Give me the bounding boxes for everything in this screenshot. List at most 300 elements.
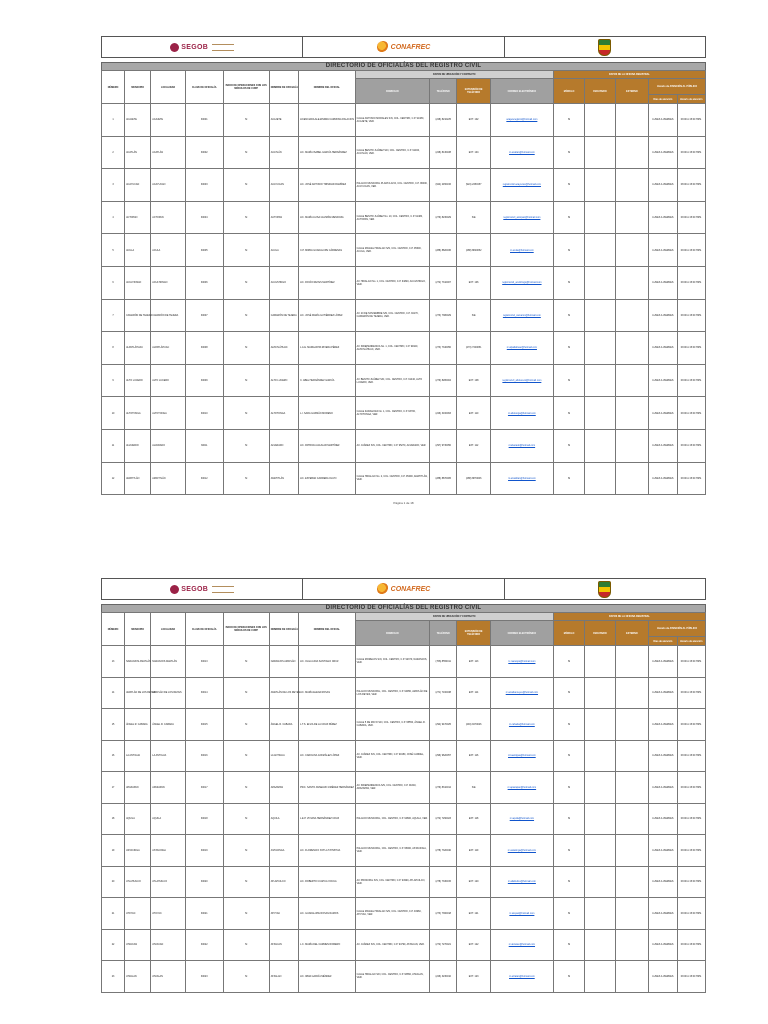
cell-dias: LUNES A VIERNES <box>649 201 677 234</box>
cell-domicilio: CALLE HIDALGO S/N, COL. CENTRO, C.P. 93650, ATZALAN, VER. <box>355 961 429 993</box>
cell-municipio: ATZACAN <box>125 929 151 961</box>
cell-telefono2: EXT. 120 <box>457 866 491 898</box>
cell-fedatario <box>585 772 615 804</box>
cell-municipio: ACULTZINGO <box>125 266 151 299</box>
header-correo: CORREO ELECTRÓNICO <box>490 79 553 104</box>
cell-correo[interactable]: registrocivil_altolucero@hotmail.com <box>490 364 553 397</box>
cell-localidad: ACULA <box>151 234 186 267</box>
cell-telefono2: EXT. 123 <box>457 961 491 993</box>
cell-fedatario <box>585 397 615 430</box>
cell-localidad: ATZALAN <box>151 961 186 993</box>
cell-externo <box>615 299 649 332</box>
header-municipio: MUNICIPIO <box>125 613 151 646</box>
header-modulo: MÓDULO <box>553 621 584 646</box>
cell-horario: 09:00 A 15:00 HRS. <box>677 961 705 993</box>
cell-numero: 23 <box>102 961 125 993</box>
header-correo: CORREO ELECTRÓNICO <box>490 621 553 646</box>
cell-numero: 2 <box>102 136 125 169</box>
cell-fedatario <box>585 299 615 332</box>
cell-correo[interactable]: rc.atlahuilco@hotmail.com <box>490 866 553 898</box>
table-row <box>102 104 706 137</box>
cell-domicilio: CALLE MIGUEL HIDALGO S/N, COL. CENTRO, C.P. 95600, ACULA, VER. <box>355 234 429 267</box>
cell-nombre-oficialia: ACATLÁN <box>269 136 298 169</box>
cell-fedatario <box>585 332 615 365</box>
cell-dias: LUNES A VIERNES <box>649 709 677 741</box>
header-dias: Días de atención <box>649 637 677 646</box>
cell-municipio: ACULA <box>125 234 151 267</box>
cell-telefono2: EXT. 108 <box>457 364 491 397</box>
cell-dias: LUNES A VIERNES <box>649 961 677 993</box>
header-hours-group: Horario de ATENCIÓN AL PÚBLICO <box>649 621 706 637</box>
cell-municipio: ALPATLÁHUAC <box>125 332 151 365</box>
cell-dias: LUNES A VIERNES <box>649 803 677 835</box>
cell-inicio: SI <box>223 961 269 993</box>
cell-horario: 09:00 A 15:00 HRS. <box>677 462 705 495</box>
cell-nombre-oficial: LIC. ROCÍO REYES MARTÍNEZ <box>299 266 356 299</box>
cell-correo[interactable]: registrocivil.acayucan@hotmail.com <box>490 169 553 202</box>
cell-localidad: AMATITLÁN <box>151 462 186 495</box>
cell-correo[interactable]: rc.atoyac@hotmail.com <box>490 898 553 930</box>
cell-nombre-oficialia: APAZAPAN <box>269 772 298 804</box>
cell-telefono: (279) 8310012 <box>430 772 457 804</box>
cell-externo <box>615 961 649 993</box>
cell-nombre-oficial: LIC. PATRICIA AGUILAR MARTÍNEZ <box>299 429 356 462</box>
cell-municipio: ACAJETE <box>125 104 151 137</box>
cell-dias: LUNES A VIERNES <box>649 429 677 462</box>
cell-telefono2: EXT. 104 <box>457 136 491 169</box>
header-horario: Horario de atención <box>677 95 705 104</box>
header-localidad: LOCALIDAD <box>151 71 186 104</box>
cell-numero: 20 <box>102 866 125 898</box>
cell-fedatario <box>585 429 615 462</box>
cell-modulo: SI <box>553 364 584 397</box>
conafrec-logo-cell <box>303 579 504 599</box>
table-row <box>102 929 706 961</box>
cell-clave: 30003 <box>185 169 223 202</box>
cell-localidad: ATLAHUILCO <box>151 866 186 898</box>
cell-telefono: (768) 8550011 <box>430 646 457 678</box>
cell-horario: 09:00 A 15:00 HRS. <box>677 299 705 332</box>
header-domicilio: DOMICILIO <box>355 79 429 104</box>
cell-telefono: (294) 9470025 <box>430 709 457 741</box>
cell-nombre-oficialia: ACAJETE <box>269 104 298 137</box>
cell-telefono2: S/E <box>457 299 491 332</box>
cell-telefono: (288) 8870005 <box>430 462 457 495</box>
cell-dias: LUNES A VIERNES <box>649 898 677 930</box>
cell-municipio: ASTACINGA <box>125 835 151 867</box>
cell-telefono2: (273) 7340051 <box>457 332 491 365</box>
cell-clave: 30011 <box>185 429 223 462</box>
cell-inicio: SI <box>223 646 269 678</box>
cell-dias: LUNES A VIERNES <box>649 929 677 961</box>
cell-inicio: SI <box>223 677 269 709</box>
segob-logo-cell <box>102 37 303 57</box>
cell-correo[interactable]: rc.naranjos@hotmail.com <box>490 646 553 678</box>
header-clave: CLAVE DE OFICIALÍA <box>185 71 223 104</box>
cell-clave: 30009 <box>185 364 223 397</box>
table-row <box>102 169 706 202</box>
table-row <box>102 803 706 835</box>
cell-fedatario <box>585 961 615 993</box>
cell-localidad: AQUILA <box>151 803 186 835</box>
cell-horario: 09:00 A 15:00 HRS. <box>677 803 705 835</box>
cell-correo[interactable]: rc.acula@hotmail.com <box>490 234 553 267</box>
cell-correo[interactable]: registrocivil_camaron@hotmail.com <box>490 299 553 332</box>
cell-correo[interactable]: rc.amatlanreyes@hotmail.com <box>490 677 553 709</box>
oficialias-table <box>101 612 706 993</box>
header-domicilio: DOMICILIO <box>355 621 429 646</box>
cell-localidad: ALVARADO <box>151 429 186 462</box>
cell-clave: 30008 <box>185 332 223 365</box>
cell-horario: 09:00 A 15:00 HRS. <box>677 866 705 898</box>
cell-nombre-oficialia: ASTACINGA <box>269 835 298 867</box>
cell-horario: 09:00 A 15:00 HRS. <box>677 740 705 772</box>
cell-numero: 13 <box>102 646 125 678</box>
cell-correo[interactable]: rc.alpatlahuac@hotmail.com <box>490 332 553 365</box>
cell-numero: 10 <box>102 397 125 430</box>
cell-nombre-oficial: LIC. MARÍA ISABEL GARCÍA HERNÁNDEZ <box>299 136 356 169</box>
oficialias-table <box>101 70 706 495</box>
segob-subtitle-mark <box>212 586 234 593</box>
cell-dias: LUNES A VIERNES <box>649 364 677 397</box>
cell-horario: 09:00 A 15:00 HRS. <box>677 677 705 709</box>
table-body-page-2 <box>102 646 706 993</box>
cell-domicilio: AV. BENITO JUÁREZ S/N, COL. CENTRO, C.P. 91440, ALTO LUCERO, VER. <box>355 364 429 397</box>
cell-horario: 09:00 A 15:00 HRS. <box>677 201 705 234</box>
cell-inicio: SI <box>223 709 269 741</box>
cell-horario: 09:00 A 15:00 HRS. <box>677 397 705 430</box>
cell-clave: 30010 <box>185 397 223 430</box>
cell-telefono: (273) 7360018 <box>430 898 457 930</box>
cell-horario: 09:00 A 15:00 HRS. <box>677 234 705 267</box>
cell-telefono: (278) 7330015 <box>430 866 457 898</box>
cell-nombre-oficialia: ÁNGEL R. CABADA <box>269 709 298 741</box>
cell-externo <box>615 169 649 202</box>
cell-domicilio: CALLE MORELOS S/N, COL. CENTRO, C.P. 92370, NARANJOS, VER. <box>355 646 429 678</box>
cell-horario: 09:00 A 15:00 HRS. <box>677 266 705 299</box>
cell-nombre-oficialia: ACAYUCAN <box>269 169 298 202</box>
cell-nombre-oficial: LIC. MARÍA LUISA GUZMÁN MENDOZA <box>299 201 356 234</box>
cell-nombre-oficialia: ATZALAN <box>269 961 298 993</box>
cell-modulo: SI <box>553 429 584 462</box>
cell-municipio: ATOYAC <box>125 898 151 930</box>
header-clave: CLAVE DE OFICIALÍA <box>185 613 223 646</box>
table-row <box>102 462 706 495</box>
cell-nombre-oficialia: ALVARADO <box>269 429 298 462</box>
table-row <box>102 201 706 234</box>
cell-dias: LUNES A VIERNES <box>649 866 677 898</box>
directory-page-1 <box>101 36 706 505</box>
logo-header <box>101 36 706 58</box>
cell-clave: 30016 <box>185 740 223 772</box>
cell-domicilio: CALLE ZARAGOZA No. 1, COL. CENTRO, C.P. 93700, ALTOTONGA, VER. <box>355 397 429 430</box>
cell-externo <box>615 397 649 430</box>
table-row <box>102 397 706 430</box>
cell-dias: LUNES A VIERNES <box>649 104 677 137</box>
cell-nombre-oficialia: ACULA <box>269 234 298 267</box>
cell-inicio: SI <box>223 740 269 772</box>
cell-telefono2: S/E <box>457 772 491 804</box>
cell-correo[interactable]: rc.altotonga@hotmail.com <box>490 397 553 430</box>
table-body-page-1 <box>102 104 706 495</box>
cell-numero: 17 <box>102 772 125 804</box>
cell-correo[interactable]: rc.atzacan@hotmail.com <box>490 929 553 961</box>
veracruz-shield-icon <box>598 581 611 598</box>
header-group-contact: DATOS DE UBICACIÓN Y CONTACTO <box>355 71 553 79</box>
cell-fedatario <box>585 709 615 741</box>
cell-inicio: SI <box>223 835 269 867</box>
cell-correo[interactable]: rc.aquila@hotmail.com <box>490 803 553 835</box>
cell-modulo: SI <box>553 961 584 993</box>
header-numero: NÚMERO <box>102 71 125 104</box>
cell-correo[interactable]: rc.cabada@hotmail.com <box>490 709 553 741</box>
cell-nombre-oficial: LIC. OLGA LIDIA SANTIAGO CRUZ <box>299 646 356 678</box>
cell-clave: 30002 <box>185 136 223 169</box>
cell-inicio: SI <box>223 169 269 202</box>
cell-telefono: (228) 8130188 <box>430 136 457 169</box>
cell-nombre-oficial: LIC. GUADALUPE ROSAS RAMOS <box>299 898 356 930</box>
cell-numero: 3 <box>102 169 125 202</box>
cell-telefono2: EXT. 102 <box>457 104 491 137</box>
cell-externo <box>615 332 649 365</box>
cell-dias: LUNES A VIERNES <box>649 740 677 772</box>
cell-numero: 4 <box>102 201 125 234</box>
cell-numero: 22 <box>102 929 125 961</box>
cell-nombre-oficial: L.E.P. VIVIANA HERNÁNDEZ CRUZ <box>299 803 356 835</box>
cell-telefono2: EXT. 112 <box>457 429 491 462</box>
cell-externo <box>615 709 649 741</box>
cell-modulo: SI <box>553 803 584 835</box>
cell-localidad: ATZACAN <box>151 929 186 961</box>
cell-externo <box>615 364 649 397</box>
cell-municipio: ACAYUCAN <box>125 169 151 202</box>
cell-numero: 7 <box>102 299 125 332</box>
cell-localidad: ALTO LUCERO <box>151 364 186 397</box>
cell-nombre-oficialia: LA ANTIGUA <box>269 740 298 772</box>
cell-nombre-oficial: LIC. JOSÉ ANTONIO TRINIDAD RAMÍREZ <box>299 169 356 202</box>
cell-externo <box>615 462 649 495</box>
table-row <box>102 961 706 993</box>
cell-localidad: AMATLÁN DE LOS REYES <box>151 677 186 709</box>
cell-domicilio: AV. PRINCIPAL S/N, COL. CENTRO, C.P. 94990, ATLAHUILCO, VER. <box>355 866 429 898</box>
cell-inicio: SI <box>223 201 269 234</box>
cell-modulo: SI <box>553 462 584 495</box>
cell-clave: 30012 <box>185 462 223 495</box>
cell-inicio: SI <box>223 898 269 930</box>
cell-municipio: ÁNGEL R. CABADA <box>125 709 151 741</box>
cell-inicio: SI <box>223 104 269 137</box>
cell-localidad: ÁNGEL R. CABADA <box>151 709 186 741</box>
cell-numero: 14 <box>102 677 125 709</box>
segob-seal-icon <box>170 585 179 594</box>
cell-dias: LUNES A VIERNES <box>649 266 677 299</box>
cell-fedatario <box>585 364 615 397</box>
cell-inicio: SI <box>223 234 269 267</box>
cell-telefono: (226) 3160063 <box>430 397 457 430</box>
header-telefono2: EXTENSIÓN DE TELÉFONO <box>457 79 491 104</box>
cell-municipio: NARANJOS AMATLÁN <box>125 646 151 678</box>
segob-logo-text: SEGOB <box>181 43 209 51</box>
cell-horario: 09:00 A 15:00 HRS. <box>677 929 705 961</box>
cell-nombre-oficial: LIC. FLORENCIO XOTLA TZITZIHUA <box>299 835 356 867</box>
cell-externo <box>615 136 649 169</box>
cell-externo <box>615 740 649 772</box>
cell-nombre-oficial: LIC. MARÍA ELENA ROSAS <box>299 677 356 709</box>
cell-nombre-oficialia: ACTOPAN <box>269 201 298 234</box>
cell-numero: 5 <box>102 234 125 267</box>
cell-correo[interactable]: rc.apazapan@hotmail.com <box>490 772 553 804</box>
cell-dias: LUNES A VIERNES <box>649 835 677 867</box>
cell-telefono: (279) 8230029 <box>430 201 457 234</box>
cell-clave: 30020 <box>185 866 223 898</box>
cell-fedatario <box>585 803 615 835</box>
cell-municipio: AMATLÁN DE LOS REYES <box>125 677 151 709</box>
cell-telefono2: EXT. 121 <box>457 898 491 930</box>
cell-fedatario <box>585 201 615 234</box>
cell-domicilio: AV. JUÁREZ S/N, COL. CENTRO, C.P. 94790, ATZACAN, VER. <box>355 929 429 961</box>
header-group-service: DATOS DE LA OFICINA REGISTRAL <box>553 613 705 621</box>
cell-fedatario <box>585 740 615 772</box>
cell-modulo: SI <box>553 709 584 741</box>
cell-dias: LUNES A VIERNES <box>649 299 677 332</box>
cell-municipio: ATLAHUILCO <box>125 866 151 898</box>
table-row <box>102 299 706 332</box>
cell-localidad: ATOYAC <box>151 898 186 930</box>
header-municipio: MUNICIPIO <box>125 71 151 104</box>
cell-fedatario <box>585 266 615 299</box>
cell-modulo: SI <box>553 772 584 804</box>
cell-municipio: ATZALAN <box>125 961 151 993</box>
cell-externo <box>615 898 649 930</box>
cell-horario: 09:00 A 15:00 HRS. <box>677 104 705 137</box>
cell-domicilio: CALLE BENITO JUÁREZ S/N, COL. CENTRO, C.P. 91460, ACATLÁN, VER. <box>355 136 429 169</box>
cell-horario: 09:00 A 15:00 HRS. <box>677 772 705 804</box>
cell-numero: 1 <box>102 104 125 137</box>
cell-municipio: ALTO LUCERO <box>125 364 151 397</box>
header-modulo: MÓDULO <box>553 79 584 104</box>
cell-correo[interactable]: rc.amatitlan@hotmail.com <box>490 462 553 495</box>
header-hours-group: Horario de ATENCIÓN AL PÚBLICO <box>649 79 706 95</box>
table-row <box>102 364 706 397</box>
cell-modulo: SI <box>553 332 584 365</box>
cell-clave: 30022 <box>185 929 223 961</box>
cell-telefono: (272) 7270021 <box>430 929 457 961</box>
cell-clave: 30015 <box>185 709 223 741</box>
cell-domicilio: AV. JUÁREZ S/N, COL. CENTRO, C.P. 91680, JOSÉ CARDEL, VER. <box>355 740 429 772</box>
cell-horario: 09:00 A 15:00 HRS. <box>677 646 705 678</box>
cell-dias: LUNES A VIERNES <box>649 397 677 430</box>
cell-localidad: APAZAPAN <box>151 772 186 804</box>
cell-localidad: ASTACINGA <box>151 835 186 867</box>
header-inicio: INICIO DE OPERACIONES CON LOS MÓDULOS DE CURP <box>223 71 269 104</box>
cell-externo <box>615 104 649 137</box>
cell-municipio: ALTOTONGA <box>125 397 151 430</box>
cell-correo[interactable]: rc.astacinga@hotmail.com <box>490 835 553 867</box>
cell-nombre-oficial: L.A.E. MARGARITA RIVERA PÉREZ <box>299 332 356 365</box>
header-inicio: INICIO DE OPERACIONES CON LOS MÓDULOS DE CURP <box>223 613 269 646</box>
cell-fedatario <box>585 866 615 898</box>
cell-nombre-oficialia: NARANJOS AMATLÁN <box>269 646 298 678</box>
cell-correo[interactable]: acajeteregistro@hotmail.com <box>490 104 553 137</box>
header-group-contact: DATOS DE UBICACIÓN Y CONTACTO <box>355 613 553 621</box>
cell-modulo: SI <box>553 169 584 202</box>
cell-telefono2: EXT. 106 <box>457 266 491 299</box>
table-row <box>102 677 706 709</box>
cell-dias: LUNES A VIERNES <box>649 234 677 267</box>
cell-numero: 18 <box>102 803 125 835</box>
cell-correo[interactable]: rc.atzalan@hotmail.com <box>490 961 553 993</box>
cell-clave: 30013 <box>185 646 223 678</box>
cell-fedatario <box>585 462 615 495</box>
cell-domicilio: CALLE HIDALGO No. 2, COL. CENTRO, C.P. 95490, AMATITLÁN, VER. <box>355 462 429 495</box>
cell-correo[interactable]: rc.acatlan@hotmail.com <box>490 136 553 169</box>
header-externo: EXTERNO <box>615 621 649 646</box>
conafrec-emblem-icon <box>377 41 389 53</box>
cell-inicio: SI <box>223 136 269 169</box>
cell-clave: 30018 <box>185 803 223 835</box>
cell-fedatario <box>585 104 615 137</box>
cell-dias: LUNES A VIERNES <box>649 646 677 678</box>
cell-correo[interactable]: registrocivil_actopan@hotmail.com <box>490 201 553 234</box>
cell-telefono2: (288) 8870006 <box>457 462 491 495</box>
cell-modulo: SI <box>553 104 584 137</box>
cell-correo[interactable]: rcalvarado@hotmail.com <box>490 429 553 462</box>
cell-nombre-oficialia: ALPATLÁHUAC <box>269 332 298 365</box>
cell-externo <box>615 201 649 234</box>
header-nombre-oficial: NOMBRE DEL OFICIAL <box>299 71 356 104</box>
cell-fedatario <box>585 646 615 678</box>
cell-inicio: SI <box>223 397 269 430</box>
cell-inicio: SI <box>223 772 269 804</box>
cell-horario: 09:00 A 15:00 HRS. <box>677 332 705 365</box>
cell-telefono: (273) 7380029 <box>430 299 457 332</box>
conafrec-logo <box>377 583 431 595</box>
cell-correo[interactable]: rc.laantigua@hotmail.com <box>490 740 553 772</box>
cell-municipio: ALVARADO <box>125 429 151 462</box>
cell-externo <box>615 646 649 678</box>
cell-numero: 12 <box>102 462 125 495</box>
cell-nombre-oficial: L.T.S. ELVIA DE LA CRUZ PÉREZ <box>299 709 356 741</box>
cell-inicio: SI <box>223 299 269 332</box>
cell-clave: 30014 <box>185 677 223 709</box>
cell-nombre-oficial: C.P. MIRNA GUADALUPE CÁRDENAS <box>299 234 356 267</box>
table-row <box>102 835 706 867</box>
cell-fedatario <box>585 136 615 169</box>
cell-domicilio: CALLE BENITO JUÁREZ No. 10, COL. CENTRO, C.P. 91480, ACTOPAN, VER. <box>355 201 429 234</box>
cell-localidad: ACATLÁN <box>151 136 186 169</box>
cell-domicilio: PALACIO MUNICIPAL PLANTA ALTA, COL. CENTRO, C.P. 96000, ACAYUCAN, VER. <box>355 169 429 202</box>
cell-dias: LUNES A VIERNES <box>649 136 677 169</box>
directory-page-2 <box>101 578 706 993</box>
cell-externo <box>615 803 649 835</box>
header-nombre-oficialia: NOMBRE DE OFICIALÍA <box>269 613 298 646</box>
cell-fedatario <box>585 929 615 961</box>
table-row <box>102 772 706 804</box>
logo-header <box>101 578 706 600</box>
cell-horario: 09:00 A 15:00 HRS. <box>677 429 705 462</box>
cell-municipio: APAZAPAN <box>125 772 151 804</box>
cell-localidad: ACTOPAN <box>151 201 186 234</box>
table-row <box>102 709 706 741</box>
cell-nombre-oficialia: ALTOTONGA <box>269 397 298 430</box>
cell-modulo: SI <box>553 740 584 772</box>
table-row <box>102 429 706 462</box>
cell-inicio: SI <box>223 266 269 299</box>
cell-municipio: LA ANTIGUA <box>125 740 151 772</box>
header-localidad: LOCALIDAD <box>151 613 186 646</box>
cell-correo[interactable]: registrocivil_acultzingo@hotmail.com <box>490 266 553 299</box>
header-fedatario: FEDATARIO <box>585 79 615 104</box>
